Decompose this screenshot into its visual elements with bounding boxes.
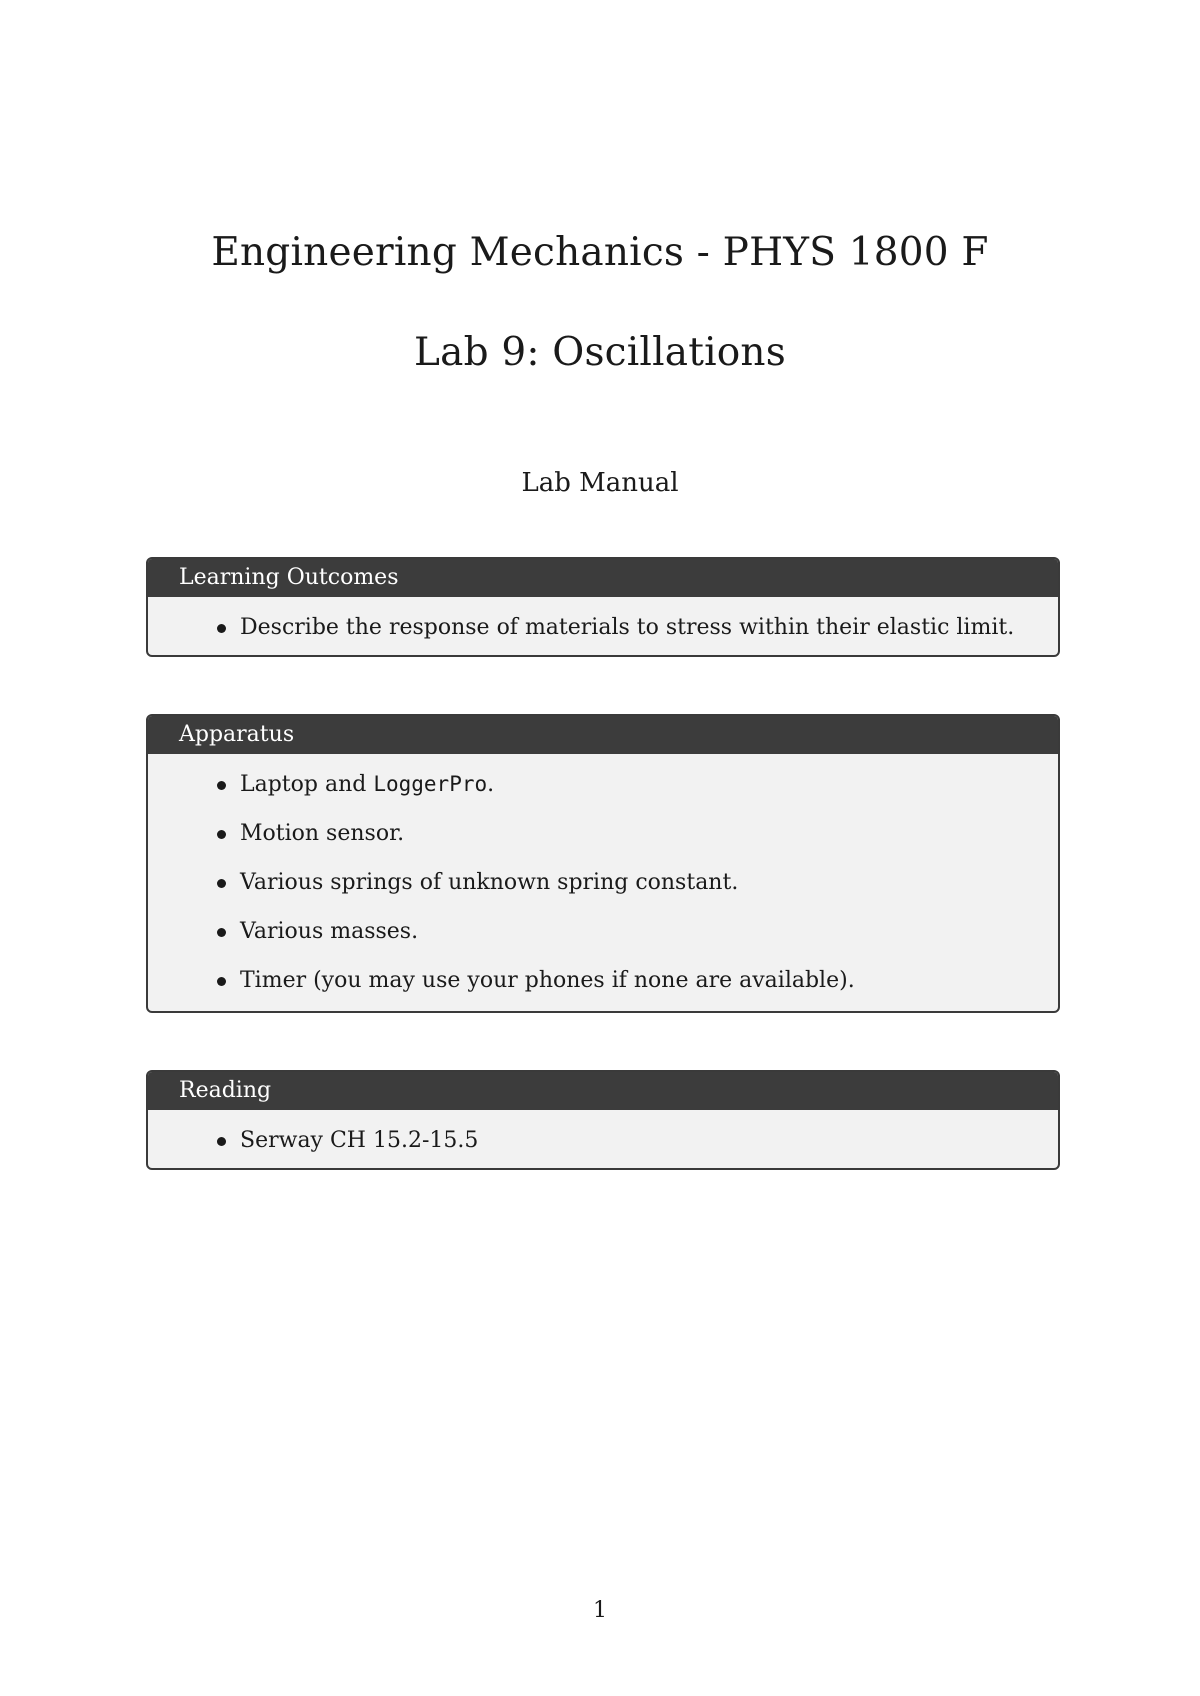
list-item-text: Timer (you may use your phones if none are available). <box>240 968 855 993</box>
document-title: Engineering Mechanics - PHYS 1800 F <box>211 230 989 275</box>
list-item <box>148 962 1058 999</box>
list-item-text: Serway CH 15.2-15.5 <box>240 1128 479 1153</box>
bullet-icon <box>217 928 226 937</box>
list-item-text-prefix: Laptop and <box>240 772 374 797</box>
bullet-icon <box>217 1137 226 1146</box>
learning-outcomes-header: Learning Outcomes <box>148 559 1058 597</box>
learning-outcomes-list <box>148 597 1058 657</box>
bullet-icon <box>217 977 226 986</box>
list-item-text: Various springs of unknown spring constant. <box>240 870 739 895</box>
apparatus-box <box>146 714 1060 1013</box>
list-item <box>148 1122 1058 1159</box>
list-item-text: Motion sensor. <box>240 821 405 846</box>
list-item <box>148 766 1058 815</box>
reading-header: Reading <box>148 1072 1058 1110</box>
list-item <box>148 864 1058 913</box>
bullet-icon <box>217 879 226 888</box>
list-item <box>148 609 1058 646</box>
bullet-icon <box>217 624 226 633</box>
list-item-text: Describe the response of materials to stress within their elastic limit. <box>240 615 1015 640</box>
reading-box <box>146 1070 1060 1170</box>
bullet-icon <box>217 781 226 790</box>
lab-title: Lab 9: Oscillations <box>414 330 786 375</box>
list-item-text: Various masses. <box>240 919 419 944</box>
apparatus-list <box>148 754 1058 1011</box>
apparatus-header: Apparatus <box>148 716 1058 754</box>
bullet-icon <box>217 830 226 839</box>
learning-outcomes-box <box>146 557 1060 657</box>
document-subtitle: Lab Manual <box>521 468 679 498</box>
software-name: LoggerPro <box>373 772 488 796</box>
list-item <box>148 913 1058 962</box>
list-item <box>148 815 1058 864</box>
list-item-text-suffix: . <box>487 772 495 797</box>
page-number: 1 <box>593 1598 607 1623</box>
reading-list <box>148 1110 1058 1170</box>
